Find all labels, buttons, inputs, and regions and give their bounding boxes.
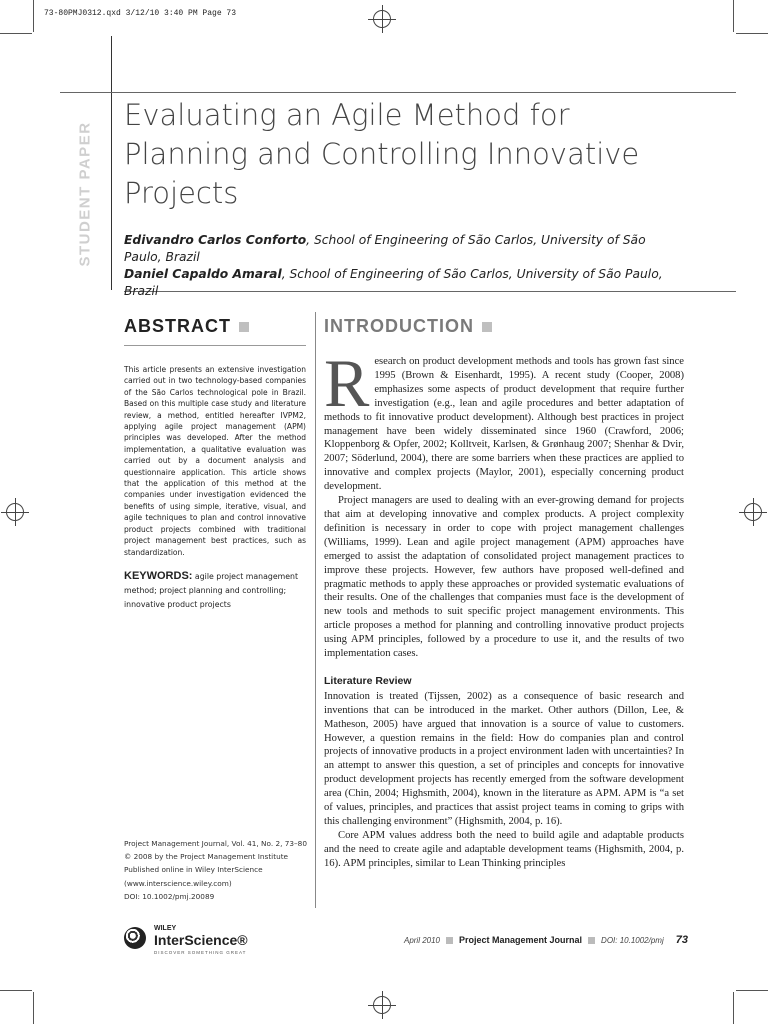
introduction-heading: INTRODUCTION [324,316,492,337]
print-slug: 73-80PMJ0312.qxd 3/12/10 3:40 PM Page 73 [44,9,237,18]
interscience-orb-icon [124,927,146,949]
registration-mark-left [6,503,24,521]
footer-square-icon [588,937,595,944]
author-2 [124,266,684,300]
crop-mark-left-bottom [0,990,32,991]
author-1-affiliation: , School of Engineering of São Carlos, University of São Paulo, Brazil [124,233,646,264]
literature-review-heading: Literature Review [324,674,412,687]
heading-square-icon [239,322,249,332]
author-1-name: Edivandro Carlos Conforto [124,233,307,247]
crop-mark-right-bottom [736,990,768,991]
crop-mark-left-top [0,33,32,34]
pubinfo-line: (www.interscience.wiley.com) [124,878,232,888]
abstract-text: This article presents an extensive investigation carried out in two technology-based companies of the São Carlos technological pole in Brazil. Based on this multiple case study and literature review, a method, entitled hereafter IVPM2, applying agile project management (APM) principles was developed. After the method implementation, a qualitative evaluation was carried out by a document analysis and questionnaire application. This article shows that the application of this method at the companies under investigation evidenced the benefits of using simple, iterative, visual, and agile techniques to plan and control innovative product projects combined with traditional project management best practices, such as standardization. [124,365,306,557]
registration-mark-right [744,503,762,521]
paragraph-4: Core APM values address both the need to build agile and adaptable products and the need to create agile and adaptable development teams (Highsmith, 2004, p. 16). APM principles, similar to Lean Thinking principles [324,829,684,869]
page-number: 73 [675,934,688,946]
author-list [124,232,684,300]
keywords-text: agile project management method; project planning and controlling; innovative product projects [124,572,299,609]
author-1 [124,232,684,266]
crop-mark-bottom-left [33,992,34,1024]
author-2-name: Daniel Capaldo Amaral [124,267,282,281]
wiley-interscience-logo: WILEY InterScience® DISCOVER SOMETHING GREAT [124,925,284,961]
abstract-heading: ABSTRACT [124,316,249,337]
registration-mark-bottom [373,996,391,1014]
page-footer [394,934,688,946]
author-2-affiliation: , School of Engineering of São Carlos, University of São Paulo, Brazil [124,267,663,298]
introduction-body [324,345,684,871]
pubinfo-line: © 2008 by the Project Management Institute [124,852,289,862]
keywords [124,569,306,612]
crop-mark-bottom-right [733,992,734,1024]
footer-date: April 2010 [403,935,441,945]
keywords-label: KEYWORDS: [124,570,193,582]
header-rule [60,92,736,93]
footer-square-icon [446,937,453,944]
paragraph-1: Research on product development methods and tools has grown fast since 1995 (Brown & Eisenhardt, 1995). A recent study (Cooper, 2008) emphasizes some aspects of product development that require further investigation (e.g., lean and agile procedures and better adaptation of methods to fit innovative product development). Although best practices in project management have been widely disseminated since 1960 (Crawford, 2006; Kloppenborg & Opfer, 2002; Kolltveit, Karlsen, & Grønhaug 2007; Shenhar & Dvir, 2007; Söderlund, 2004), there are some barriers when these practices are applied to innovative and complex projects (Maylor, 2001), especially concerning product development. [324,345,684,493]
column-divider [315,312,316,908]
crop-mark-right-top [736,33,768,34]
pubinfo-line: Project Management Journal, Vol. 41, No. 2, 73–80 [124,839,307,848]
pubinfo-line: DOI: 10.1002/pmj.20089 [124,891,215,901]
crop-mark-top-left [33,0,34,32]
footer-doi: DOI: 10.1002/pmj [601,935,664,945]
paragraph-3: Innovation is treated (Tijssen, 2002) as a consequence of basic research and inventions that can be introduced in the market. Other authors (Dillon, Lee, & Matheson, 2005) have argued that innovation is a source of value to customers. However, a question remains in the field: How do companies plan and control projects of innovative products in a project environment laden with uncertainties? In an attempt to answer this question, a set of principles and concepts for innovative product development projects has recently emerged from the software development area (Chin, 2004; Highsmith, 2004), known in the literature as APM. APM is “a set of values, principles, and practices that assist project teams in coming to grips with this challenging environment” (Highsmith, 2004, p. 16). [324,690,684,827]
drop-cap: R [324,345,370,421]
article-title: Evaluating an Agile Method for Planning and Controlling Innovative Projects [124,98,640,210]
pubinfo-line: Published online in Wiley InterScience [124,865,263,875]
crop-mark-top-right [733,0,734,32]
publication-info [124,837,314,903]
heading-square-icon [482,322,492,332]
abstract-rule [124,345,306,346]
student-paper-label: STUDENT PAPER [76,121,94,267]
title-divider-vertical [111,36,112,290]
registration-mark-top [373,10,391,28]
footer-journal: Project Management Journal [459,935,583,945]
paragraph-2: Project managers are used to dealing with an ever-growing demand for projects that aim at developing innovative and complex products. A project complexity definition is necessary in order to cope with project management challenges (Williams, 1999). Lean and agile project management (APM) approaches have emerged to assist the adaptation of consolidated project management practices to improve these projects. However, few authors have proposed well-defined and pragmatic methods to apply these approaches or provided systematic evaluations of their results. One of the challenges that companies must face is the development of new tools and methods to suit specific project management environments. This article proposes a method for planning and controlling innovative product projects using APM principles, followed by a procedure to use it, and the results of two implementation cases. [324,495,684,660]
